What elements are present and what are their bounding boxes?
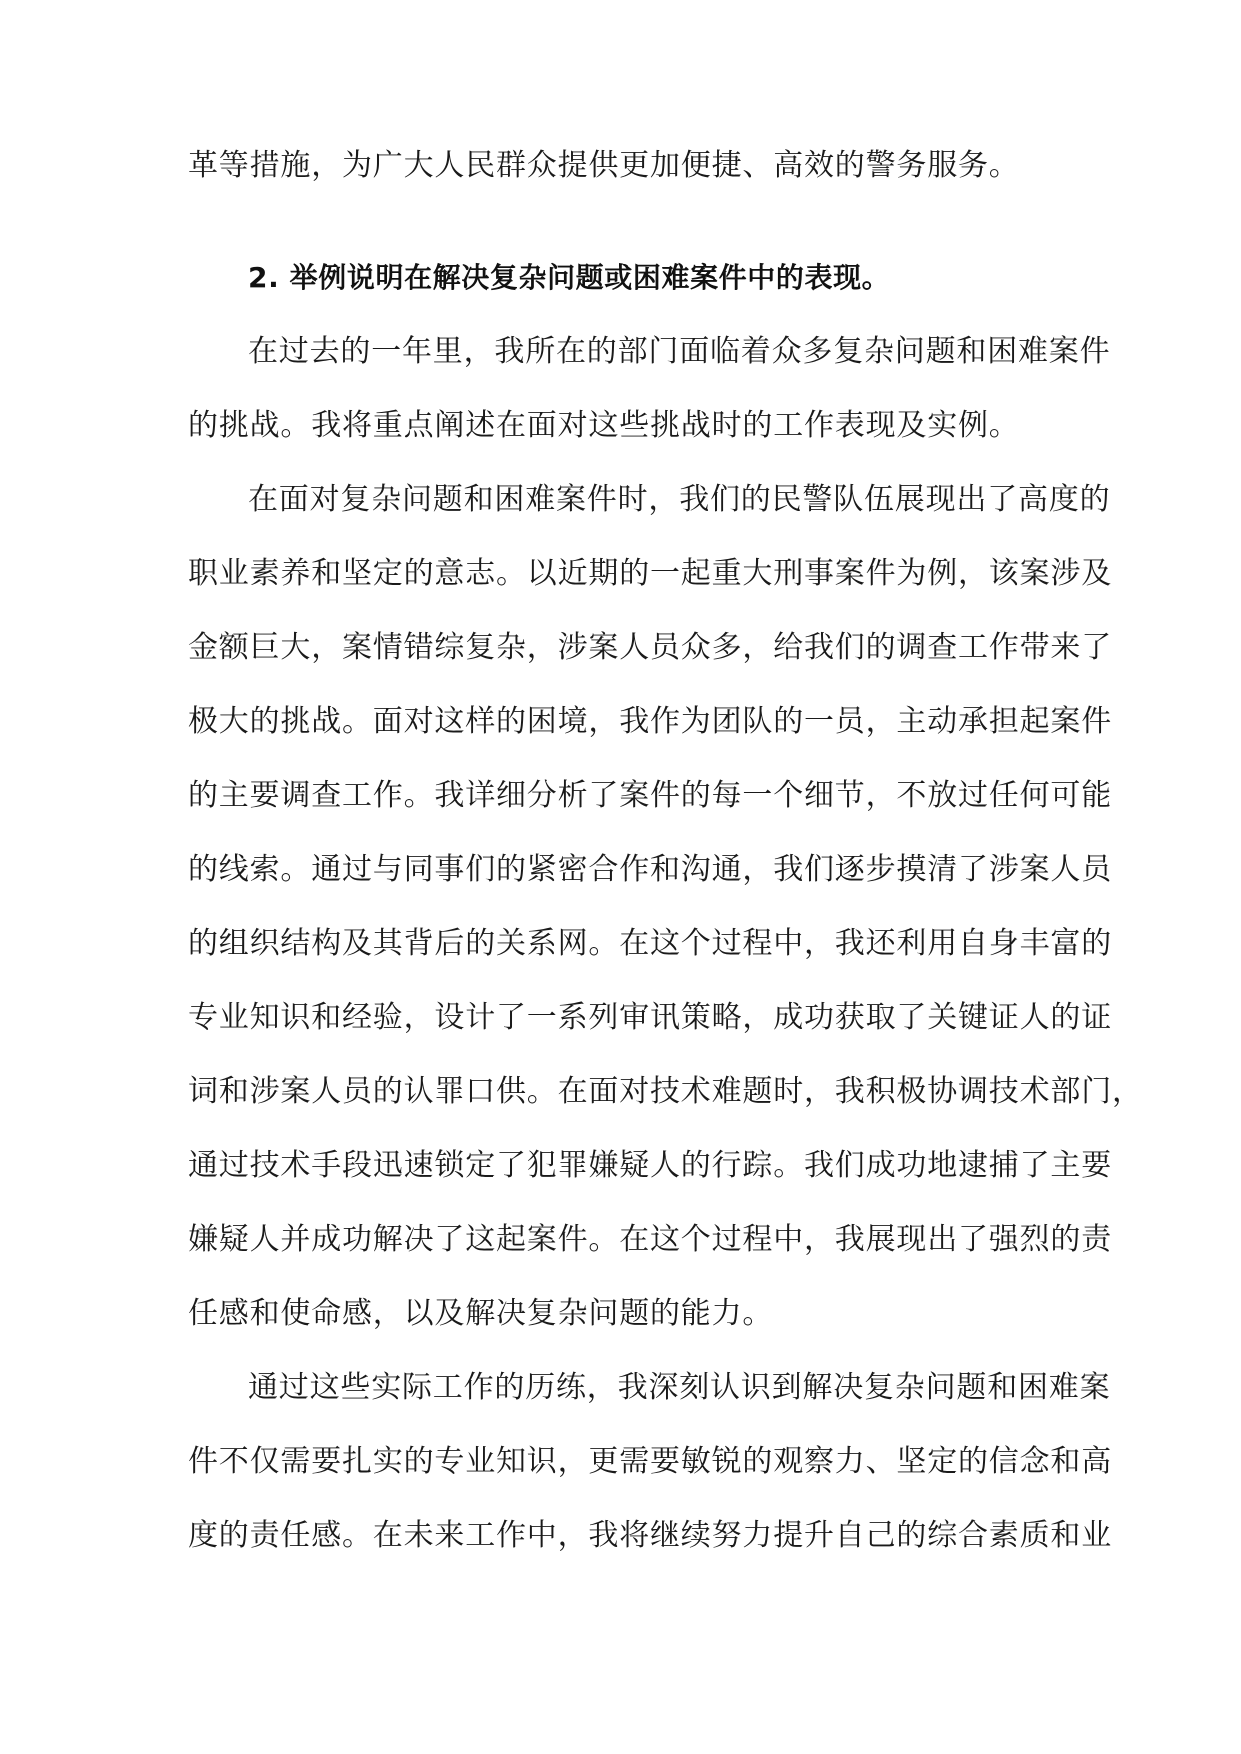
- paragraph-line: 的挑战。我将重点阐述在面对这些挑战时的工作表现及实例。: [188, 408, 1020, 443]
- paragraph-line: 通过这些实际工作的历练，我深刻认识到解决复杂问题和困难案: [248, 1370, 1111, 1405]
- paragraph-line: 的线索。通过与同事们的紧密合作和沟通，我们逐步摸清了涉案人员: [188, 852, 1112, 887]
- paragraph-line: 的主要调查工作。我详细分析了案件的每一个细节，不放过任何可能: [188, 778, 1112, 813]
- paragraph-line: 在面对复杂问题和困难案件时，我们的民警队伍展现出了高度的: [248, 482, 1111, 517]
- paragraph-line: 度的责任感。在未来工作中，我将继续努力提升自己的综合素质和业: [188, 1518, 1112, 1553]
- paragraph-line: 职业素养和坚定的意志。以近期的一起重大刑事案件为例，该案涉及: [188, 556, 1112, 591]
- document-body: [188, 148, 1143, 1592]
- section-heading: 2. 举例说明在解决复杂问题或困难案件中的表现。: [248, 261, 891, 294]
- paragraph-line: 任感和使命感，以及解决复杂问题的能力。: [188, 1296, 774, 1331]
- paragraph-line: 嫌疑人并成功解决了这起案件。在这个过程中，我展现出了强烈的责: [188, 1222, 1112, 1257]
- paragraph-line: 词和涉案人员的认罪口供。在面对技术难题时，我积极协调技术部门，: [188, 1074, 1143, 1109]
- paragraph-line: 在过去的一年里，我所在的部门面临着众多复杂问题和困难案件: [248, 334, 1111, 369]
- paragraph-line: 的组织结构及其背后的关系网。在这个过程中，我还利用自身丰富的: [188, 926, 1112, 961]
- paragraph-gap: [188, 222, 1053, 260]
- paragraph-line: 革等措施，为广大人民群众提供更加便捷、高效的警务服务。: [188, 148, 1020, 183]
- paragraph-line: 专业知识和经验，设计了一系列审讯策略，成功获取了关键证人的证: [188, 1000, 1112, 1035]
- paragraph-line: 通过技术手段迅速锁定了犯罪嫌疑人的行踪。我们成功地逮捕了主要: [188, 1148, 1112, 1183]
- paragraph-line: 极大的挑战。面对这样的困境，我作为团队的一员，主动承担起案件: [188, 704, 1112, 739]
- paragraph-line: 件不仅需要扎实的专业知识，更需要敏锐的观察力、坚定的信念和高: [188, 1444, 1112, 1479]
- paragraph-line: 金额巨大，案情错综复杂，涉案人员众多，给我们的调查工作带来了: [188, 630, 1112, 665]
